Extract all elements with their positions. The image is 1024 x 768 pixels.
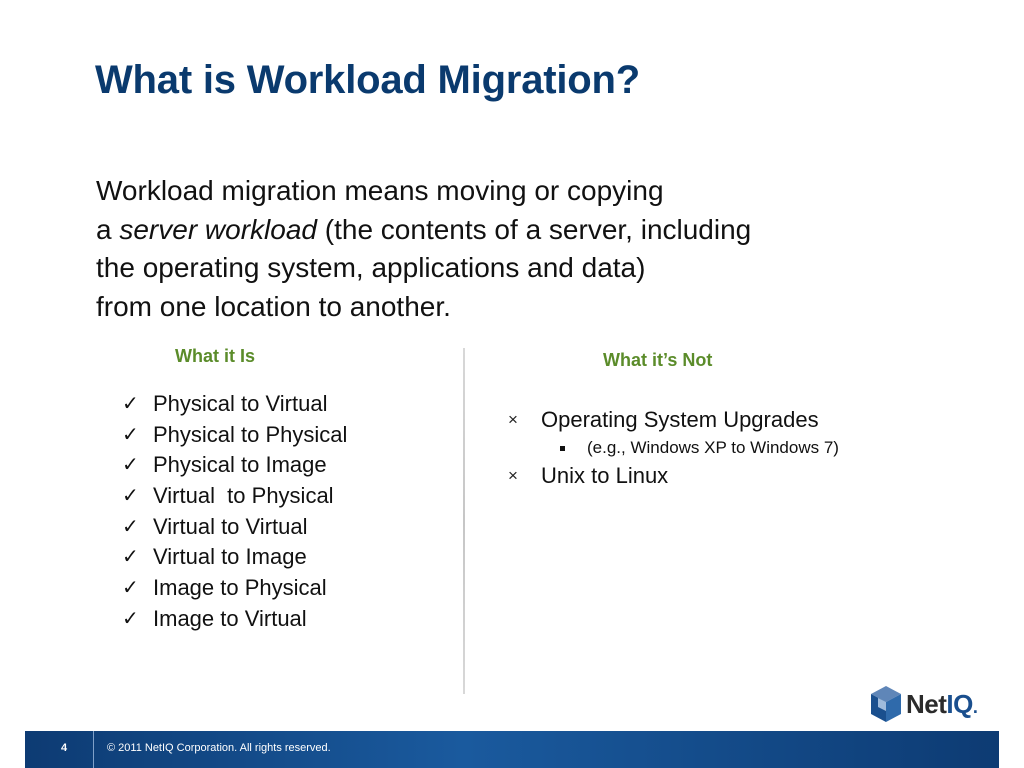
list-item-label: Physical to Image xyxy=(153,452,327,478)
netiq-wordmark: NetIQ. xyxy=(906,688,978,719)
list-item xyxy=(122,481,347,512)
definition-line-2 xyxy=(96,211,751,250)
checkmark-icon: ✓ xyxy=(122,577,139,600)
list-item xyxy=(122,604,347,635)
list-item xyxy=(122,420,347,451)
cross-icon: × xyxy=(508,410,518,429)
list-item xyxy=(122,573,347,604)
definition-suffix: (the contents of a server, including xyxy=(317,213,752,245)
definition-line-3: the operating system, applications and data) xyxy=(96,252,646,283)
list-item xyxy=(508,461,839,491)
list-item-label: Image to Virtual xyxy=(153,605,307,631)
checkmark-icon: ✓ xyxy=(122,607,139,630)
list-item-label: Physical to Physical xyxy=(153,421,348,447)
list-item-label: Image to Physical xyxy=(153,575,327,601)
page-number: 4 xyxy=(61,742,68,754)
footer-bar xyxy=(25,731,999,768)
definition-text xyxy=(96,172,751,326)
sub-list-item xyxy=(508,435,839,461)
list-item-label: Virtual to Virtual xyxy=(153,513,308,539)
cross-icon: × xyxy=(508,466,518,485)
list-item xyxy=(122,389,347,420)
list-item xyxy=(122,512,347,543)
list-item-label: Operating System Upgrades xyxy=(541,407,819,432)
list-item-label: Virtual to Physical xyxy=(153,483,334,509)
what-its-not-list xyxy=(508,405,839,491)
netiq-logo xyxy=(870,684,977,724)
list-item-label: Virtual to Image xyxy=(153,544,307,570)
netiq-cube-icon xyxy=(870,685,902,723)
checkmark-icon: ✓ xyxy=(122,393,139,415)
sub-item-label: (e.g., Windows XP to Windows 7) xyxy=(587,438,839,457)
definition-prefix: a xyxy=(96,213,120,245)
checkmark-icon: ✓ xyxy=(122,515,139,538)
checkmark-icon: ✓ xyxy=(122,423,139,446)
checkmark-icon: ✓ xyxy=(122,454,139,477)
slide-title: What is Workload Migration? xyxy=(95,58,640,102)
footer-divider xyxy=(93,731,94,768)
list-item-label: Physical to Virtual xyxy=(153,391,328,416)
what-its-not-heading: What it’s Not xyxy=(603,350,713,370)
list-item-label: Unix to Linux xyxy=(541,463,669,488)
checkmark-icon: ✓ xyxy=(122,546,139,569)
what-it-is-heading: What it Is xyxy=(175,346,255,366)
checkmark-icon: ✓ xyxy=(122,485,139,508)
list-item xyxy=(122,542,347,573)
list-item xyxy=(508,405,839,435)
list-item xyxy=(122,450,347,481)
definition-line-1: Workload migration means moving or copying xyxy=(96,175,664,206)
what-it-is-list xyxy=(122,389,347,635)
server-workload-term: server workload xyxy=(119,213,317,245)
square-bullet-icon xyxy=(560,446,565,451)
definition-line-4: from one location to another. xyxy=(96,290,451,322)
copyright-text: © 2011 NetIQ Corporation. All rights reserved. xyxy=(107,742,331,754)
column-divider xyxy=(463,348,465,694)
